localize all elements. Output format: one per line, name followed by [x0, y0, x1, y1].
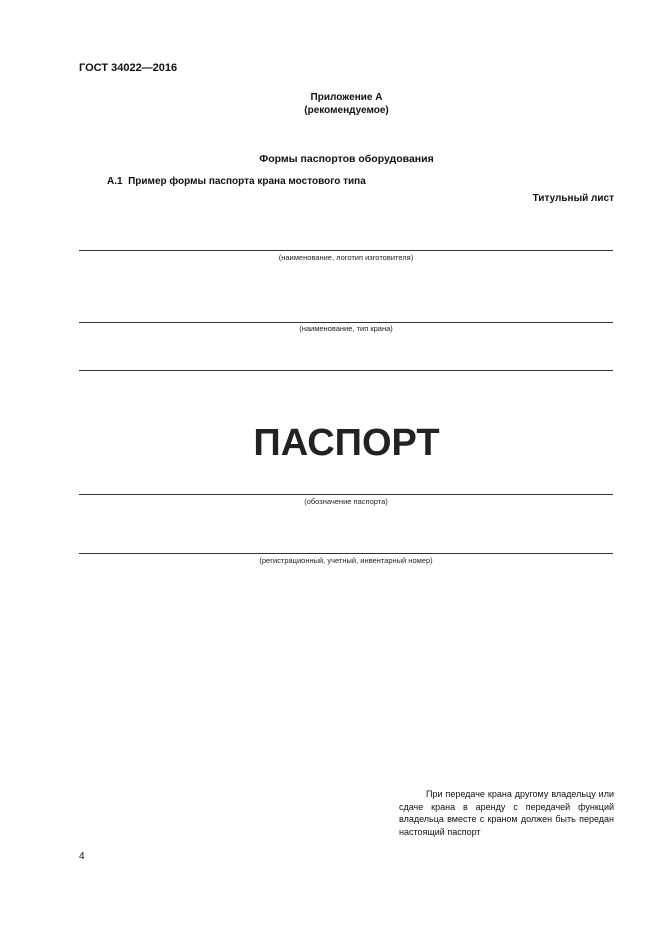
appendix-status: (рекомендуемое) — [304, 105, 389, 116]
field-line — [79, 250, 613, 251]
field-caption: (наименование, тип крана) — [299, 324, 393, 333]
field-caption: (наименование, логотип изготовителя) — [278, 253, 414, 262]
sheet-label: Титульный лист — [532, 193, 614, 204]
field-caption: (регистрационный, учетный, инвентарный номер) — [259, 556, 433, 565]
appendix-title: Приложение А — [310, 92, 383, 103]
subsection-title: А.1 Пример формы паспорта крана мостового типа — [107, 176, 366, 187]
transfer-note: При передаче крана другому владельцу или сдаче крана в аренду с передачей функций владельца вместе с краном должен быть передан настоящий паспорт — [399, 789, 614, 837]
field-line — [79, 370, 613, 371]
section-title: Формы паспортов оборудования — [259, 153, 434, 165]
page-number: 4 — [79, 851, 85, 862]
field-caption: (обозначение паспорта) — [304, 497, 388, 506]
field-line — [79, 553, 613, 554]
field-line — [79, 322, 613, 323]
passport-title: ПАСПОРТ — [253, 422, 440, 464]
standard-header: ГОСТ 34022—2016 — [79, 62, 178, 74]
field-line — [79, 494, 613, 495]
